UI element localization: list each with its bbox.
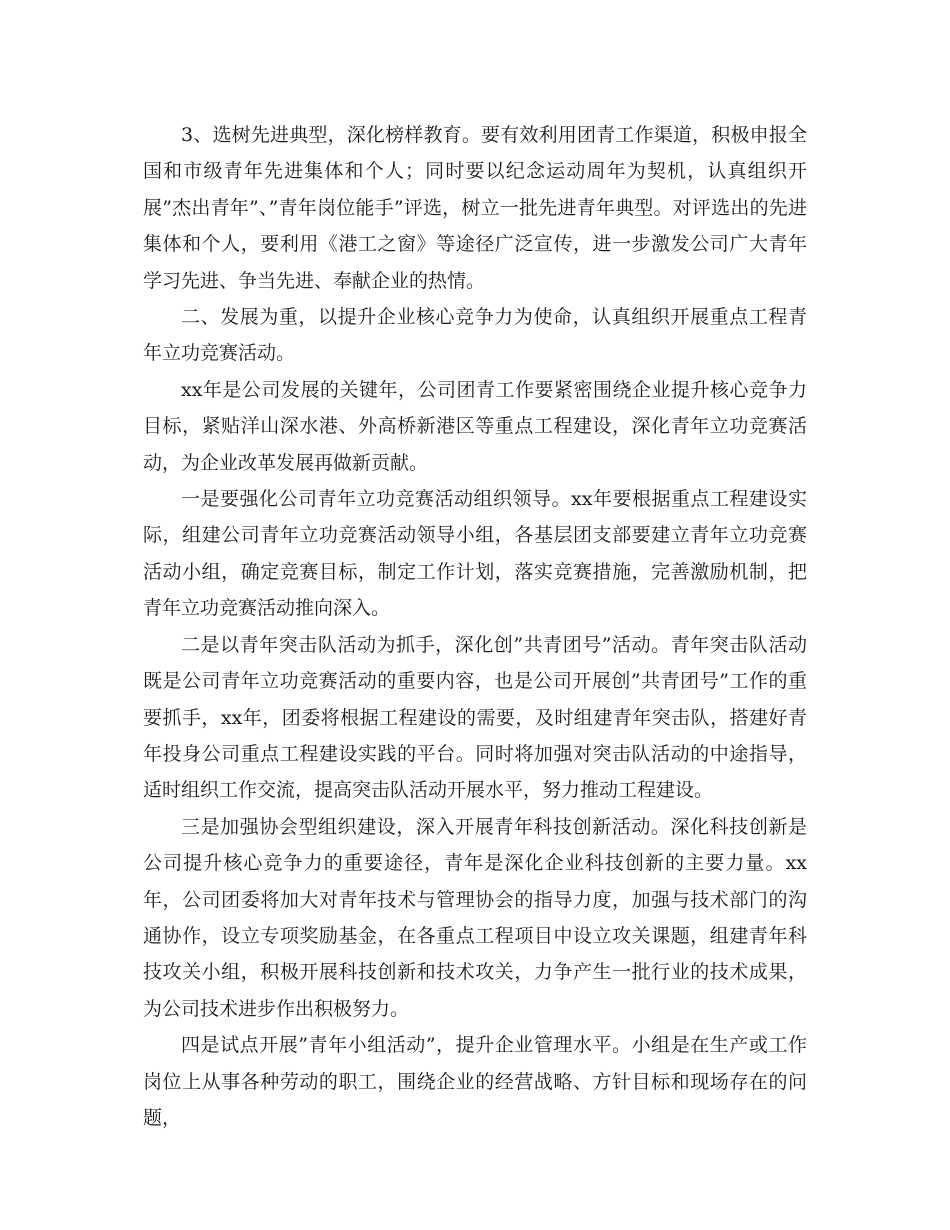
paragraph-6: 三是加强协会型组织建设，深入开展青年科技创新活动。深化科技创新是公司提升核心竞争力的重要途径，青年是深化企业科技创新的主要力量。xx年，公司团委将加大对青年技术与管理协会的指导力度，加强与技术部门的沟通协作，设立专项奖励基金，在各重点工程项目中设立攻关课题，组建青年科技攻关小组，积极开展科技创新和技术攻关，力争产生一批行业的技术成果，为公司技术进步作出积极努力。 (143, 815, 807, 1020)
paragraph-2: 二、发展为重，以提升企业核心竞争力为使命，认真组织开展重点工程青年立功竞赛活动。 (143, 306, 807, 365)
paragraph-7: 四是试点开展”青年小组活动”，提升企业管理水平。小组是在生产或工作岗位上从事各种劳动的职工，围绕企业的经营战略、方针目标和现场存在的问题， (143, 1034, 807, 1129)
document-body (143, 117, 807, 1136)
paragraph-5: 二是以青年突击队活动为抓手，深化创”共青团号”活动。青年突击队活动既是公司青年立功竞赛活动的重要内容，也是公司开展创”共青团号”工作的重要抓手，xx年，团委将根据工程建设的需要，及时组建青年突击队，搭建好青年投身公司重点工程建设实践的平台。同时将加强对突击队活动的中途指导，适时组织工作交流，提高突击队活动开展水平，努力推动工程建设。 (143, 633, 807, 802)
paragraph-4: 一是要强化公司青年立功竞赛活动组织领导。xx年要根据重点工程建设实际，组建公司青年立功竞赛活动领导小组，各基层团支部要建立青年立功竞赛活动小组，确定竞赛目标，制定工作计划，落实竞赛措施，完善激励机制，把青年立功竞赛活动推向深入。 (143, 488, 807, 620)
paragraph-3: xx年是公司发展的关键年，公司团青工作要紧密围绕企业提升核心竞争力目标，紧贴洋山深水港、外高桥新港区等重点工程建设，深化青年立功竞赛活动，为企业改革发展再做新贡献。 (143, 378, 807, 474)
paragraph-1: 3、选树先进典型，深化榜样教育。要有效利用团青工作渠道，积极申报全国和市级青年先进集体和个人；同时要以纪念运动周年为契机，认真组织开展”杰出青年”、”青年岗位能手”评选，树立一批先进青年典型。对评选出的先进集体和个人，要利用《港工之窗》等途径广泛宣传，进一步激发公司广大青年学习先进、争当先进、奉献企业的热情。 (143, 124, 807, 292)
